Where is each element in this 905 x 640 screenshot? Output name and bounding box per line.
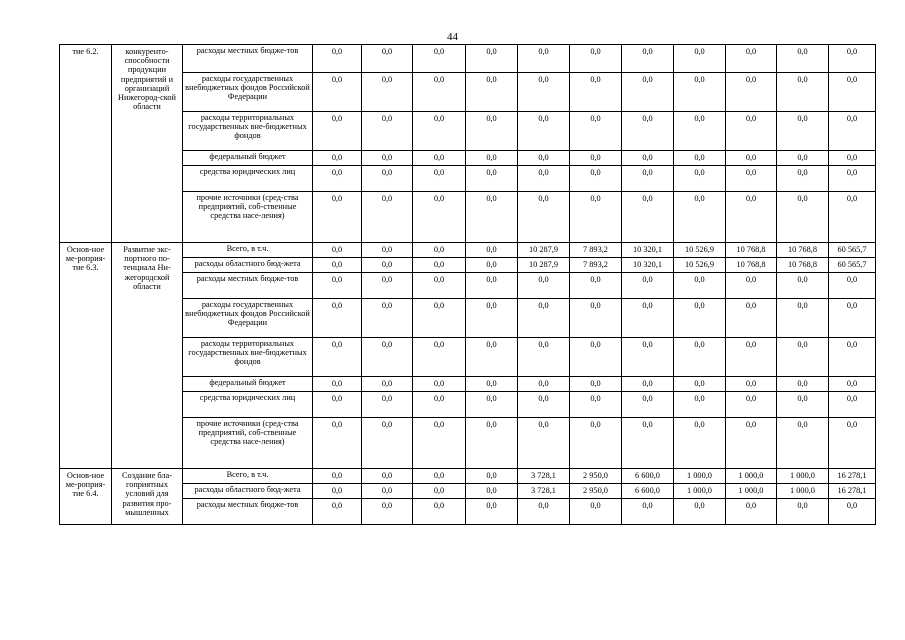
page-number: 44 xyxy=(447,31,458,43)
value-cell: 0,0 xyxy=(362,377,413,392)
value-cell: 0,0 xyxy=(777,166,829,192)
value-cell: 0,0 xyxy=(362,243,413,258)
value-cell: 0,0 xyxy=(362,112,413,151)
value-cell: 1 000,0 xyxy=(674,484,726,499)
value-cell: 0,0 xyxy=(518,392,570,418)
value-cell: 0,0 xyxy=(570,377,622,392)
value-cell: 0,0 xyxy=(362,192,413,243)
value-cell: 0,0 xyxy=(622,338,674,377)
total-value-cell: 0,0 xyxy=(829,45,876,73)
value-cell: 0,0 xyxy=(570,73,622,112)
value-cell: 0,0 xyxy=(466,273,518,299)
value-cell: 0,0 xyxy=(413,469,466,484)
value-cell: 0,0 xyxy=(313,45,362,73)
table-row xyxy=(60,469,876,484)
activity-code-cell: Основ-ное ме-роприя-тие 6.4. xyxy=(60,469,112,525)
value-cell: 0,0 xyxy=(777,151,829,166)
value-cell: 0,0 xyxy=(674,377,726,392)
value-cell: 0,0 xyxy=(413,166,466,192)
value-cell: 0,0 xyxy=(413,73,466,112)
total-value-cell: 0,0 xyxy=(829,338,876,377)
value-cell: 0,0 xyxy=(726,338,777,377)
funding-source-cell: Всего, в т.ч. xyxy=(183,243,313,258)
table-row xyxy=(60,258,876,273)
value-cell: 0,0 xyxy=(570,299,622,338)
funding-source-cell: расходы местных бюдже-тов xyxy=(183,499,313,525)
total-value-cell: 0,0 xyxy=(829,192,876,243)
value-cell: 0,0 xyxy=(362,469,413,484)
value-cell: 0,0 xyxy=(777,273,829,299)
value-cell: 0,0 xyxy=(518,151,570,166)
value-cell: 0,0 xyxy=(313,338,362,377)
value-cell: 0,0 xyxy=(518,45,570,73)
table-row xyxy=(60,377,876,392)
value-cell: 0,0 xyxy=(622,377,674,392)
value-cell: 0,0 xyxy=(518,499,570,525)
value-cell: 0,0 xyxy=(413,112,466,151)
value-cell: 0,0 xyxy=(313,299,362,338)
value-cell: 0,0 xyxy=(466,243,518,258)
activity-code-cell: тие 6.2. xyxy=(60,45,112,243)
value-cell: 0,0 xyxy=(622,192,674,243)
value-cell: 0,0 xyxy=(622,166,674,192)
value-cell: 3 728,1 xyxy=(518,469,570,484)
value-cell: 0,0 xyxy=(777,499,829,525)
value-cell: 1 000,0 xyxy=(777,469,829,484)
value-cell: 0,0 xyxy=(726,377,777,392)
value-cell: 0,0 xyxy=(726,299,777,338)
value-cell: 1 000,0 xyxy=(726,469,777,484)
value-cell: 0,0 xyxy=(777,192,829,243)
value-cell: 0,0 xyxy=(466,338,518,377)
total-value-cell: 0,0 xyxy=(829,418,876,469)
value-cell: 0,0 xyxy=(362,299,413,338)
value-cell: 0,0 xyxy=(674,273,726,299)
value-cell: 0,0 xyxy=(413,299,466,338)
total-value-cell: 0,0 xyxy=(829,499,876,525)
value-cell: 0,0 xyxy=(518,273,570,299)
value-cell: 0,0 xyxy=(313,166,362,192)
value-cell: 0,0 xyxy=(726,273,777,299)
total-value-cell: 60 565,7 xyxy=(829,258,876,273)
value-cell: 7 893,2 xyxy=(570,243,622,258)
value-cell: 0,0 xyxy=(726,151,777,166)
value-cell: 0,0 xyxy=(570,192,622,243)
total-value-cell: 16 278,1 xyxy=(829,469,876,484)
value-cell: 0,0 xyxy=(313,418,362,469)
value-cell: 0,0 xyxy=(466,299,518,338)
value-cell: 0,0 xyxy=(674,151,726,166)
value-cell: 0,0 xyxy=(674,299,726,338)
value-cell: 0,0 xyxy=(413,192,466,243)
funding-source-cell: федеральный бюджет xyxy=(183,151,313,166)
table-row xyxy=(60,192,876,243)
funding-source-cell: средства юридических лиц xyxy=(183,166,313,192)
value-cell: 0,0 xyxy=(777,112,829,151)
value-cell: 0,0 xyxy=(466,112,518,151)
value-cell: 1 000,0 xyxy=(674,469,726,484)
value-cell: 0,0 xyxy=(313,377,362,392)
table-row xyxy=(60,418,876,469)
total-value-cell: 0,0 xyxy=(829,392,876,418)
value-cell: 0,0 xyxy=(570,418,622,469)
value-cell: 0,0 xyxy=(622,151,674,166)
value-cell: 0,0 xyxy=(466,392,518,418)
value-cell: 0,0 xyxy=(674,499,726,525)
funding-source-cell: Всего, в т.ч. xyxy=(183,469,313,484)
funding-source-cell: расходы местных бюдже-тов xyxy=(183,273,313,299)
funding-source-cell: федеральный бюджет xyxy=(183,377,313,392)
total-value-cell: 0,0 xyxy=(829,299,876,338)
value-cell: 2 950,0 xyxy=(570,484,622,499)
table-row xyxy=(60,338,876,377)
funding-source-cell: расходы государственных внебюджетных фондов Российской Федерации xyxy=(183,299,313,338)
value-cell: 10 287,9 xyxy=(518,258,570,273)
value-cell: 0,0 xyxy=(622,273,674,299)
value-cell: 0,0 xyxy=(413,338,466,377)
table-row xyxy=(60,166,876,192)
value-cell: 10 768,8 xyxy=(777,243,829,258)
funding-source-cell: прочие источники (сред-ства предприятий, соб-ственные средства насе-ления) xyxy=(183,192,313,243)
value-cell: 0,0 xyxy=(570,338,622,377)
value-cell: 0,0 xyxy=(466,418,518,469)
value-cell: 0,0 xyxy=(518,112,570,151)
value-cell: 0,0 xyxy=(362,166,413,192)
value-cell: 0,0 xyxy=(726,112,777,151)
value-cell: 0,0 xyxy=(313,151,362,166)
total-value-cell: 0,0 xyxy=(829,166,876,192)
value-cell: 0,0 xyxy=(362,258,413,273)
value-cell: 0,0 xyxy=(313,258,362,273)
value-cell: 0,0 xyxy=(570,392,622,418)
value-cell: 0,0 xyxy=(362,484,413,499)
value-cell: 6 600,0 xyxy=(622,469,674,484)
value-cell: 10 768,8 xyxy=(777,258,829,273)
funding-source-cell: прочие источники (сред-ства предприятий, соб-ственные средства насе-ления) xyxy=(183,418,313,469)
value-cell: 0,0 xyxy=(518,418,570,469)
value-cell: 0,0 xyxy=(362,418,413,469)
value-cell: 0,0 xyxy=(466,377,518,392)
value-cell: 0,0 xyxy=(466,73,518,112)
value-cell: 0,0 xyxy=(362,338,413,377)
value-cell: 0,0 xyxy=(570,45,622,73)
value-cell: 0,0 xyxy=(362,499,413,525)
value-cell: 0,0 xyxy=(726,192,777,243)
value-cell: 0,0 xyxy=(622,73,674,112)
table-row xyxy=(60,299,876,338)
total-value-cell: 16 278,1 xyxy=(829,484,876,499)
total-value-cell: 0,0 xyxy=(829,377,876,392)
table-row xyxy=(60,243,876,258)
value-cell: 0,0 xyxy=(777,418,829,469)
value-cell: 0,0 xyxy=(622,499,674,525)
activity-name-cell: Развитие экс-портного по-тенциала Ни-жегородской области xyxy=(112,243,183,469)
value-cell: 10 768,8 xyxy=(726,258,777,273)
value-cell: 0,0 xyxy=(413,273,466,299)
table-row xyxy=(60,484,876,499)
budget-table xyxy=(59,44,876,525)
funding-source-cell: расходы областного бюд-жета xyxy=(183,258,313,273)
total-value-cell: 60 565,7 xyxy=(829,243,876,258)
value-cell: 0,0 xyxy=(726,45,777,73)
value-cell: 7 893,2 xyxy=(570,258,622,273)
value-cell: 0,0 xyxy=(313,273,362,299)
value-cell: 0,0 xyxy=(674,392,726,418)
value-cell: 10 287,9 xyxy=(518,243,570,258)
value-cell: 0,0 xyxy=(466,258,518,273)
value-cell: 10 526,9 xyxy=(674,258,726,273)
value-cell: 0,0 xyxy=(726,499,777,525)
value-cell: 6 600,0 xyxy=(622,484,674,499)
value-cell: 0,0 xyxy=(777,299,829,338)
value-cell: 0,0 xyxy=(726,73,777,112)
table-row xyxy=(60,151,876,166)
value-cell: 0,0 xyxy=(674,112,726,151)
value-cell: 0,0 xyxy=(466,469,518,484)
total-value-cell: 0,0 xyxy=(829,73,876,112)
value-cell: 0,0 xyxy=(674,73,726,112)
value-cell: 0,0 xyxy=(313,112,362,151)
total-value-cell: 0,0 xyxy=(829,112,876,151)
value-cell: 0,0 xyxy=(777,377,829,392)
value-cell: 0,0 xyxy=(313,499,362,525)
value-cell: 2 950,0 xyxy=(570,469,622,484)
value-cell: 0,0 xyxy=(674,338,726,377)
value-cell: 0,0 xyxy=(413,45,466,73)
value-cell: 1 000,0 xyxy=(777,484,829,499)
value-cell: 0,0 xyxy=(674,45,726,73)
value-cell: 0,0 xyxy=(622,299,674,338)
value-cell: 0,0 xyxy=(674,418,726,469)
funding-source-cell: расходы территориальных государственных вне-бюджетных фондов xyxy=(183,112,313,151)
value-cell: 0,0 xyxy=(362,45,413,73)
table-row xyxy=(60,273,876,299)
table-body xyxy=(60,45,876,525)
funding-source-cell: средства юридических лиц xyxy=(183,392,313,418)
value-cell: 0,0 xyxy=(413,418,466,469)
value-cell: 0,0 xyxy=(313,243,362,258)
value-cell: 0,0 xyxy=(362,151,413,166)
value-cell: 0,0 xyxy=(413,258,466,273)
value-cell: 1 000,0 xyxy=(726,484,777,499)
total-value-cell: 0,0 xyxy=(829,151,876,166)
value-cell: 0,0 xyxy=(313,192,362,243)
value-cell: 0,0 xyxy=(726,392,777,418)
value-cell: 0,0 xyxy=(518,299,570,338)
funding-source-cell: расходы местных бюдже-тов xyxy=(183,45,313,73)
value-cell: 0,0 xyxy=(466,499,518,525)
value-cell: 0,0 xyxy=(674,192,726,243)
value-cell: 3 728,1 xyxy=(518,484,570,499)
value-cell: 0,0 xyxy=(362,73,413,112)
value-cell: 0,0 xyxy=(777,45,829,73)
table-row xyxy=(60,392,876,418)
value-cell: 10 526,9 xyxy=(674,243,726,258)
value-cell: 0,0 xyxy=(622,45,674,73)
value-cell: 0,0 xyxy=(570,166,622,192)
value-cell: 0,0 xyxy=(674,166,726,192)
value-cell: 0,0 xyxy=(518,166,570,192)
activity-name-cell: Создание бла-гоприятных условий для развития про-мышленных xyxy=(112,469,183,525)
value-cell: 0,0 xyxy=(622,112,674,151)
value-cell: 0,0 xyxy=(362,392,413,418)
value-cell: 0,0 xyxy=(413,243,466,258)
value-cell: 0,0 xyxy=(413,484,466,499)
value-cell: 0,0 xyxy=(570,112,622,151)
value-cell: 0,0 xyxy=(570,273,622,299)
value-cell: 0,0 xyxy=(726,166,777,192)
value-cell: 0,0 xyxy=(413,377,466,392)
value-cell: 0,0 xyxy=(777,338,829,377)
value-cell: 10 320,1 xyxy=(622,243,674,258)
value-cell: 0,0 xyxy=(518,73,570,112)
table-row xyxy=(60,45,876,73)
value-cell: 0,0 xyxy=(777,73,829,112)
value-cell: 0,0 xyxy=(413,499,466,525)
table-row xyxy=(60,73,876,112)
activity-name-cell: конкуренто-способности продукции предприятий и организаций Нижегород-ской области xyxy=(112,45,183,243)
value-cell: 0,0 xyxy=(622,418,674,469)
value-cell: 0,0 xyxy=(413,392,466,418)
value-cell: 10 768,8 xyxy=(726,243,777,258)
value-cell: 0,0 xyxy=(777,392,829,418)
value-cell: 0,0 xyxy=(466,192,518,243)
activity-code-cell: Основ-ное ме-роприя-тие 6.3. xyxy=(60,243,112,469)
value-cell: 0,0 xyxy=(518,192,570,243)
value-cell: 0,0 xyxy=(518,377,570,392)
value-cell: 0,0 xyxy=(313,392,362,418)
funding-source-cell: расходы государственных внебюджетных фондов Российской Федерации xyxy=(183,73,313,112)
value-cell: 0,0 xyxy=(313,469,362,484)
table-row xyxy=(60,112,876,151)
value-cell: 0,0 xyxy=(466,166,518,192)
value-cell: 0,0 xyxy=(570,151,622,166)
value-cell: 0,0 xyxy=(518,338,570,377)
value-cell: 0,0 xyxy=(313,484,362,499)
value-cell: 0,0 xyxy=(570,499,622,525)
value-cell: 0,0 xyxy=(362,273,413,299)
value-cell: 0,0 xyxy=(466,151,518,166)
value-cell: 10 320,1 xyxy=(622,258,674,273)
value-cell: 0,0 xyxy=(466,484,518,499)
table-row xyxy=(60,499,876,525)
value-cell: 0,0 xyxy=(413,151,466,166)
value-cell: 0,0 xyxy=(622,392,674,418)
total-value-cell: 0,0 xyxy=(829,273,876,299)
value-cell: 0,0 xyxy=(313,73,362,112)
value-cell: 0,0 xyxy=(726,418,777,469)
value-cell: 0,0 xyxy=(466,45,518,73)
funding-source-cell: расходы областного бюд-жета xyxy=(183,484,313,499)
funding-source-cell: расходы территориальных государственных вне-бюджетных фондов xyxy=(183,338,313,377)
